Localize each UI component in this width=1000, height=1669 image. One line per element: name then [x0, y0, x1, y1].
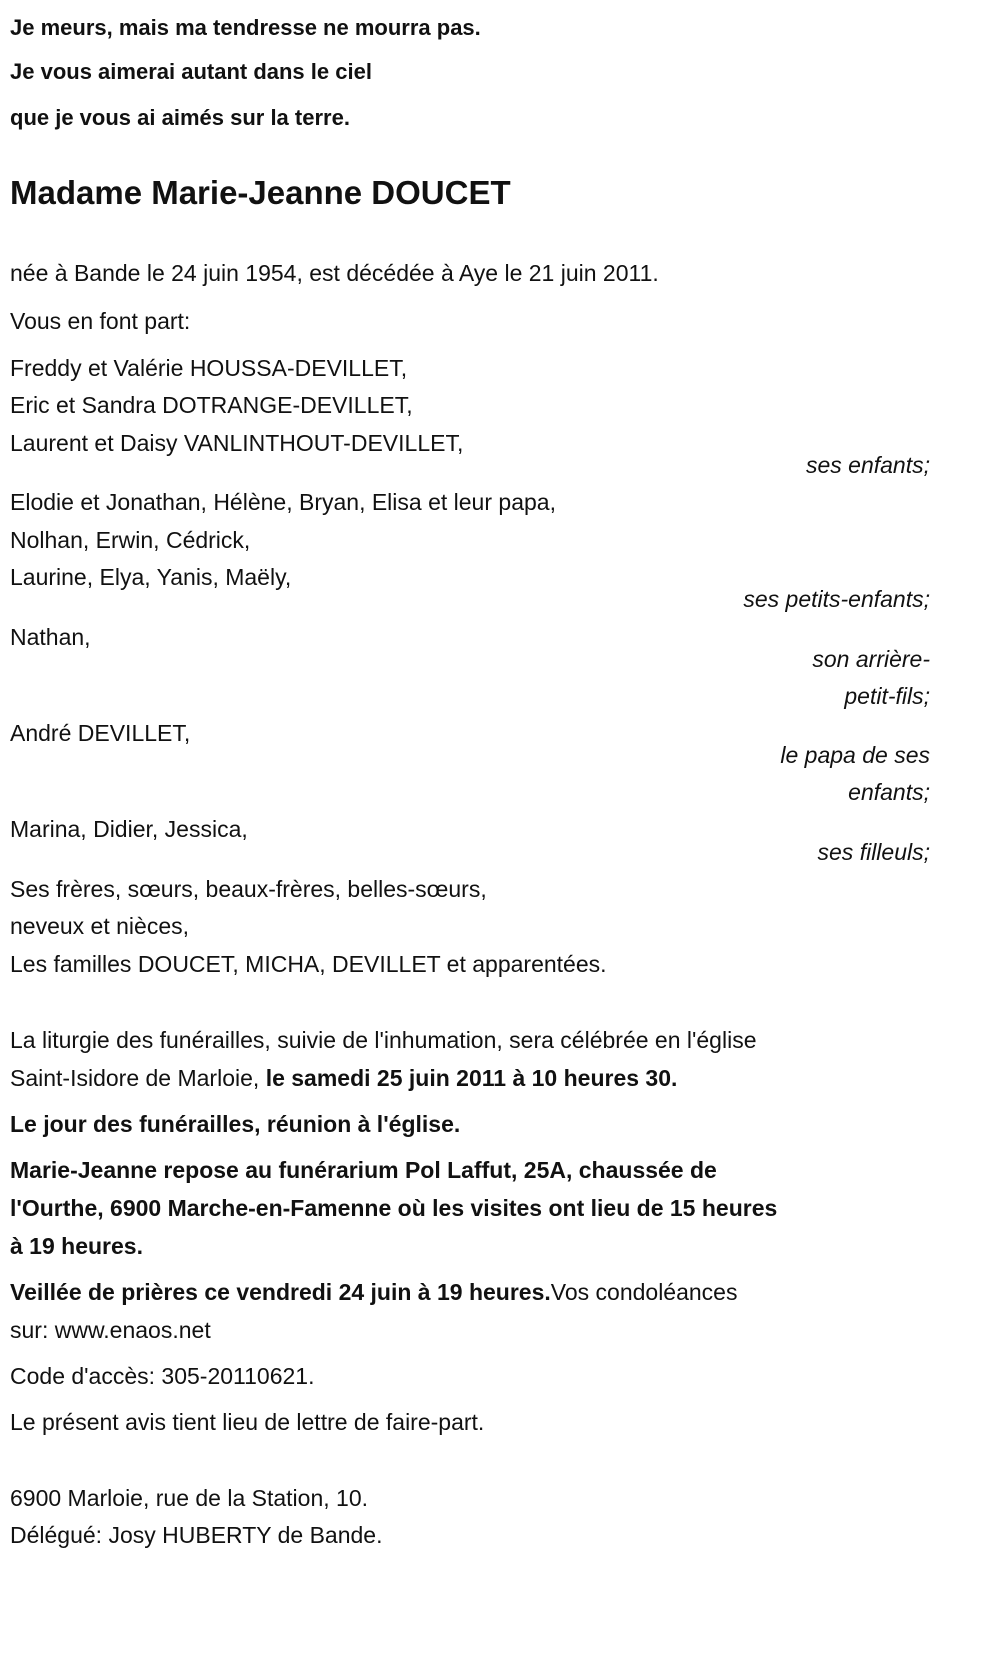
grandchildren-role: ses petits-enfants;: [743, 586, 930, 612]
children-line: Laurent et Daisy VANLINTHOUT-DEVILLET,: [10, 430, 464, 456]
liturgy-line: [10, 1063, 677, 1093]
vigil-line: [10, 1277, 737, 1307]
quote-line: Je meurs, mais ma tendresse ne mourra pas.: [10, 15, 481, 40]
access-code: Code d'accès: 305-20110621.: [10, 1363, 315, 1389]
meeting-line: Le jour des funérailles, réunion à l'église.: [10, 1111, 461, 1137]
grandchildren-line: Nolhan, Erwin, Cédrick,: [10, 527, 251, 553]
deceased-name-title: Madame Marie-Jeanne DOUCET: [10, 174, 511, 211]
great-grandchild-role: petit-fils;: [844, 683, 930, 709]
children-line: Eric et Sandra DOTRANGE-DEVILLET,: [10, 392, 413, 418]
condolences-text: Vos condoléances: [550, 1279, 738, 1305]
family-line: Ses frères, sœurs, beaux-frères, belles-sœurs,: [10, 876, 487, 902]
father-line: André DEVILLET,: [10, 720, 191, 746]
notice-line: Le présent avis tient lieu de lettre de faire-part.: [10, 1409, 485, 1435]
liturgy-place: Saint-Isidore de Marloie,: [10, 1065, 266, 1091]
godchildren-role: ses filleuls;: [817, 839, 930, 865]
quote-line: que je vous ai aimés sur la terre.: [10, 105, 350, 130]
funerarium-line: à 19 heures.: [10, 1233, 143, 1259]
intro-line: Vous en font part:: [10, 308, 191, 334]
quote-line: Je vous aimerai autant dans le ciel: [10, 59, 372, 84]
grandchildren-line: Elodie et Jonathan, Hélène, Bryan, Elisa et leur papa,: [10, 489, 556, 515]
delegate-line: Délégué: Josy HUBERTY de Bande.: [10, 1522, 383, 1548]
birth-death-line: née à Bande le 24 juin 1954, est décédée à Aye le 21 juin 2011.: [10, 260, 659, 286]
children-line: Freddy et Valérie HOUSSA-DEVILLET,: [10, 355, 408, 381]
funerarium-line: Marie-Jeanne repose au funérarium Pol Laffut, 25A, chaussée de: [10, 1157, 717, 1183]
condolences-link-line[interactable]: sur: www.enaos.net: [10, 1317, 211, 1343]
liturgy-date: le samedi 25 juin 2011 à 10 heures 30.: [265, 1065, 678, 1091]
great-grandchild-line: Nathan,: [10, 624, 91, 650]
grandchildren-line: Laurine, Elya, Yanis, Maëly,: [10, 564, 292, 590]
funerarium-line: l'Ourthe, 6900 Marche-en-Famenne où les visites ont lieu de 15 heures: [10, 1195, 778, 1221]
family-line: Les familles DOUCET, MICHA, DEVILLET et apparentées.: [10, 951, 607, 977]
liturgy-line: La liturgie des funérailles, suivie de l'inhumation, sera célébrée en l'église: [10, 1027, 757, 1053]
godchildren-line: Marina, Didier, Jessica,: [10, 816, 248, 842]
address-line: 6900 Marloie, rue de la Station, 10.: [10, 1485, 369, 1511]
father-role: le papa de ses: [780, 742, 930, 768]
children-role: ses enfants;: [805, 452, 930, 478]
vigil-text: Veillée de prières ce vendredi 24 juin à 19 heures.: [10, 1279, 551, 1305]
great-grandchild-role: son arrière-: [812, 646, 930, 672]
family-line: neveux et nièces,: [10, 913, 190, 939]
father-role: enfants;: [848, 779, 930, 805]
